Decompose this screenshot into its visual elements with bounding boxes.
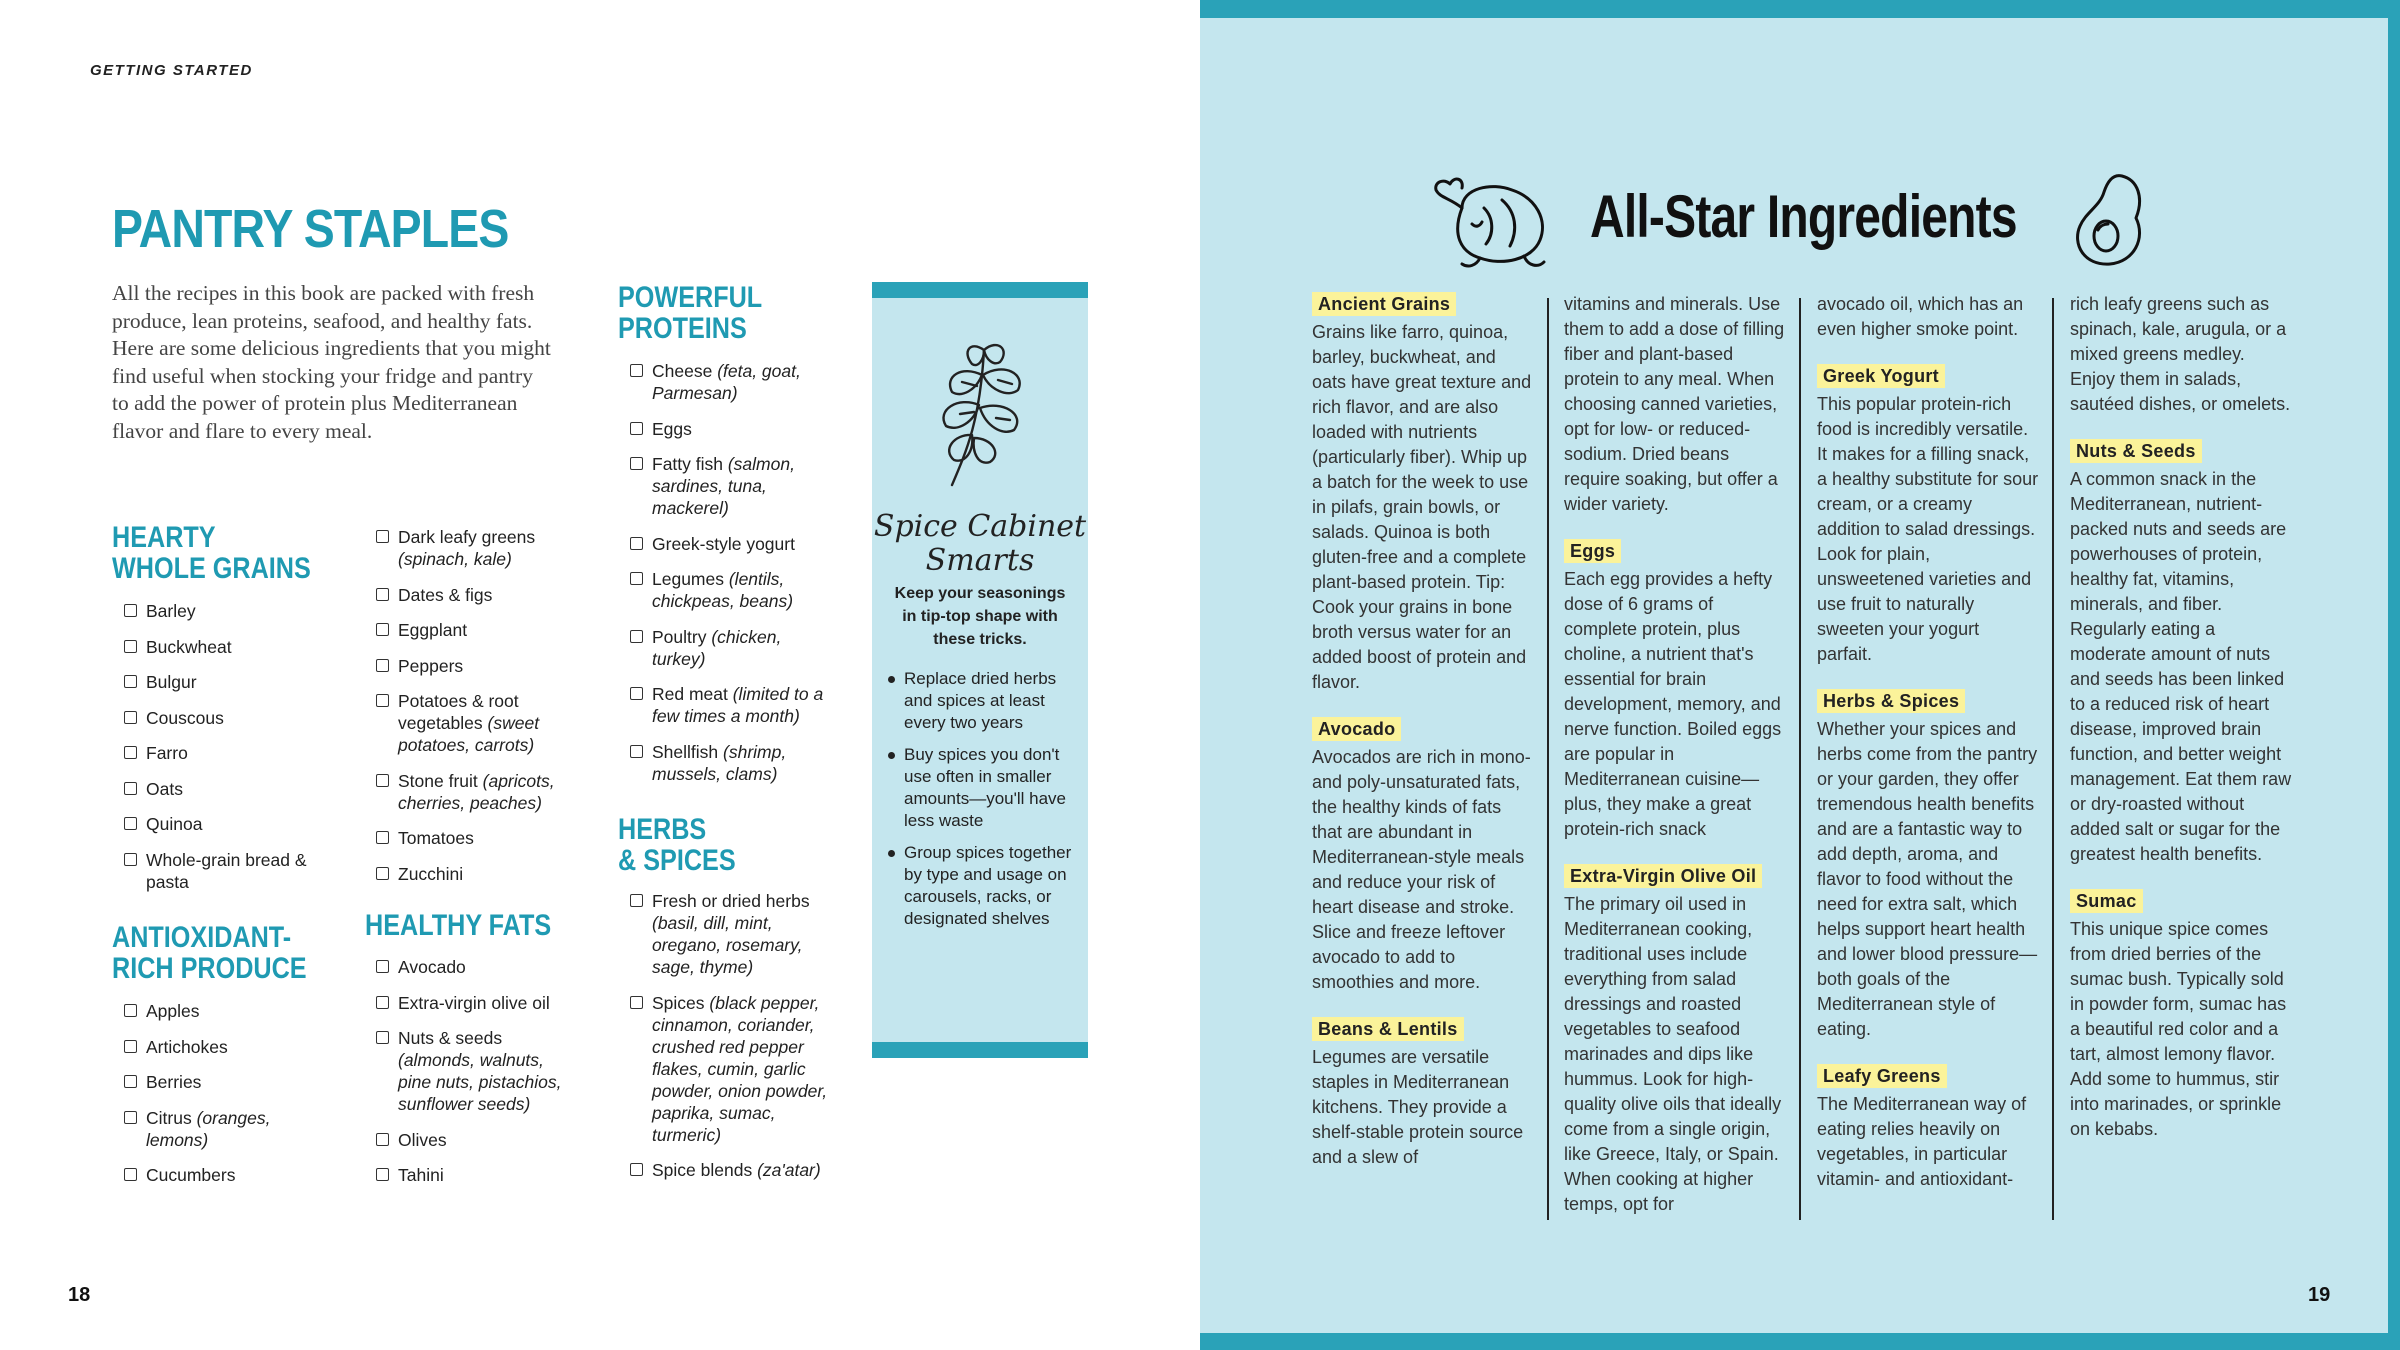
section-title-hearty: HEARTY WHOLE GRAINS — [112, 521, 311, 585]
checkbox-icon — [124, 675, 137, 688]
sidebar-tips — [884, 668, 1084, 940]
checkbox-icon — [376, 774, 389, 787]
body-ancient-grains: Grains like farro, quinoa, barley, buckwheat, and oats have great texture and rich flavor, and are also loaded with nutrients (particularly fiber). Whip up a batch for the week to use in pilafs, grain bowls, or salads. Quinoa is both gluten-free and a complete plant-based protein. Tip: Cook your grains in bone broth versus water for an added boost of protein and flavor. — [1312, 322, 1532, 692]
list-item: Olives — [376, 1129, 576, 1151]
checkbox-icon — [124, 1004, 137, 1017]
checklist-fats — [376, 956, 576, 1200]
label-ancient-grains: Ancient Grains — [1312, 292, 1456, 316]
sidebar-cap-bottom — [872, 1042, 1088, 1058]
page-number-right: 19 — [2308, 1284, 2331, 1306]
page-border-bottom — [1200, 1333, 2400, 1350]
list-item: Legumes (lentils, chickpeas, beans) — [630, 568, 830, 612]
running-head: GETTING STARTED — [90, 62, 253, 79]
column-divider — [1799, 298, 1801, 1220]
checklist-herbs — [630, 890, 840, 1195]
ingredients-column-2 — [1564, 292, 1786, 1217]
list-item: Apples — [124, 1000, 324, 1022]
sidebar-title: Spice Cabinet Smarts — [873, 509, 1087, 578]
right-page — [1200, 0, 2400, 1350]
checkbox-icon — [630, 572, 643, 585]
checkbox-icon — [630, 364, 643, 377]
list-item: Shellfish (shrimp, mussels, clams) — [630, 741, 830, 785]
label-nuts-seeds: Nuts & Seeds — [2070, 439, 2202, 463]
tip-item: Group spices together by type and usage on carousels, racks, or designated shelves — [884, 842, 1084, 930]
checkbox-icon — [630, 996, 643, 1009]
body-leafy-greens-cont: rich leafy greens such as spinach, kale, arugula, or a mixed greens medley. Enjoy them in salads, sautéed dishes, or omelets. — [2070, 294, 2291, 414]
column-divider — [1547, 298, 1549, 1220]
list-item: Artichokes — [124, 1036, 324, 1058]
body-olive-oil: The primary oil used in Mediterranean cooking, traditional uses include everything from salad dressings and roasted vegetables to seafood marinades and dips like hummus. Look for high-quality olive oils that ideally come from a single origin, like Greece, Italy, or Spain. When cooking at higher temps, opt for — [1564, 894, 1782, 1214]
checkbox-icon — [376, 588, 389, 601]
intro-paragraph: All the recipes in this book are packed with fresh produce, lean proteins, seafood, and healthy fats. Here are some delicious ingredients that you might find useful when stocking your fridge and pantry to add the power of protein plus Mediterranean flavor and flare to every meal. — [112, 281, 551, 443]
checkbox-icon — [376, 1031, 389, 1044]
list-item: Couscous — [124, 707, 324, 729]
body-sumac: This unique spice comes from dried berries of the sumac bush. Typically sold in powder form, sumac has a beautiful red color and a tart, almost lemony flavor. Add some to hummus, stir into marinades, or sprinkle on kebabs. — [2070, 919, 2287, 1139]
list-item: Buckwheat — [124, 636, 324, 658]
body-leafy-greens: The Mediterranean way of eating relies heavily on vegetables, in particular vitamin- and antioxidant- — [1817, 1094, 2027, 1189]
label-herbs-spices: Herbs & Spices — [1817, 689, 1965, 713]
label-eggs: Eggs — [1564, 539, 1621, 563]
list-item: Cucumbers — [124, 1164, 324, 1186]
checkbox-icon — [630, 457, 643, 470]
checkbox-icon — [124, 1111, 137, 1124]
ingredients-column-4 — [2070, 292, 2292, 1142]
avocado-icon — [2070, 172, 2146, 268]
body-nuts-seeds: A common snack in the Mediterranean, nutrient-packed nuts and seeds are powerhouses of protein, healthy fat, vitamins, minerals, and fiber. Regularly eating a moderate amount of nuts and seeds has been linked to a reduced risk of heart disease, improved brain function, and better weight management. Eat them raw or dry-roasted without added salt or sugar for the greatest health benefits. — [2070, 469, 2292, 864]
checkbox-icon — [630, 687, 643, 700]
page-number-left: 18 — [68, 1284, 91, 1306]
ingredients-column-3 — [1817, 292, 2039, 1192]
label-sumac: Sumac — [2070, 889, 2143, 913]
list-item: Berries — [124, 1071, 324, 1093]
checkbox-icon — [124, 640, 137, 653]
checkbox-icon — [376, 530, 389, 543]
list-item: Avocado — [376, 956, 576, 978]
checkbox-icon — [376, 1133, 389, 1146]
checkbox-icon — [376, 1168, 389, 1181]
right-page-title: All-Star Ingredients — [1590, 183, 2017, 250]
list-item: Farro — [124, 742, 324, 764]
checklist-proteins — [630, 360, 830, 798]
page-title: PANTRY STAPLES — [112, 199, 509, 259]
checkbox-icon — [376, 960, 389, 973]
roast-chicken-icon — [1432, 168, 1558, 272]
list-item: Oats — [124, 778, 324, 800]
list-item: Eggplant — [376, 619, 576, 641]
checkbox-icon — [124, 1075, 137, 1088]
list-item: Fresh or dried herbs (basil, dill, mint, oregano, rosemary, sage, thyme) — [630, 890, 840, 978]
sidebar-subtitle: Keep your seasonings in tip-top shape with these tricks. — [894, 585, 1066, 648]
checkbox-icon — [630, 422, 643, 435]
column-divider — [2052, 298, 2054, 1220]
checkbox-icon — [630, 894, 643, 907]
list-item: Tomatoes — [376, 827, 576, 849]
body-beans-lentils: Legumes are versatile staples in Mediterranean kitchens. They provide a shelf-stable protein source and a slew of — [1312, 1047, 1524, 1167]
body-greek-yogurt: This popular protein-rich food is incredibly versatile. It makes for a filling snack, a healthy substitute for sour cream, or a creamy addition to salad dressings. Look for plain, unsweetened varieties and use fruit to naturally sweeten your yogurt parfait. — [1817, 394, 2039, 664]
checkbox-icon — [630, 630, 643, 643]
checkbox-icon — [376, 659, 389, 672]
list-item: Eggs — [630, 418, 830, 440]
sidebar-cap-top — [872, 282, 1088, 298]
list-item: Barley — [124, 600, 324, 622]
list-item: Bulgur — [124, 671, 324, 693]
checkbox-icon — [376, 996, 389, 1009]
list-item: Peppers — [376, 655, 576, 677]
list-item: Zucchini — [376, 863, 576, 885]
list-item: Greek-style yogurt — [630, 533, 830, 555]
checkbox-icon — [376, 867, 389, 880]
checkbox-icon — [124, 782, 137, 795]
list-item: Quinoa — [124, 813, 324, 835]
spice-cabinet-sidebar — [872, 282, 1088, 1058]
checkbox-icon — [124, 1040, 137, 1053]
checklist-antioxidant — [124, 1000, 324, 1200]
body-beans-lentils-cont: vitamins and minerals. Use them to add a dose of filling fiber and plant-based protein to any meal. When choosing canned varieties, opt for low- or reduced-sodium. Dried beans require soaking, but offer a wider variety. — [1564, 294, 1785, 514]
checkbox-icon — [124, 853, 137, 866]
checkbox-icon — [124, 746, 137, 759]
checkbox-icon — [124, 711, 137, 724]
checklist-hearty — [124, 600, 324, 906]
list-item: Red meat (limited to a few times a month) — [630, 683, 830, 727]
list-item: Poultry (chicken, turkey) — [630, 626, 830, 670]
label-avocado: Avocado — [1312, 717, 1401, 741]
body-avocado: Avocados are rich in mono- and poly-unsaturated fats, the healthy kinds of fats that are abundant in Mediterranean-style meals and reduce your risk of heart disease and stroke. Slice and freeze leftover avocado to add to smoothies and more. — [1312, 747, 1531, 992]
tip-item: Replace dried herbs and spices at least every two years — [884, 668, 1084, 734]
checklist-produce-continued — [376, 526, 576, 898]
page-border-right — [2388, 0, 2400, 1350]
list-item: Cheese (feta, goat, Parmesan) — [630, 360, 830, 404]
list-item: Extra-virgin olive oil — [376, 992, 576, 1014]
label-leafy-greens: Leafy Greens — [1817, 1064, 1947, 1088]
checkbox-icon — [124, 604, 137, 617]
checkbox-icon — [376, 623, 389, 636]
basil-sprig-icon — [922, 330, 1046, 490]
checkbox-icon — [630, 745, 643, 758]
list-item: Potatoes & root vegetables (sweet potatoes, carrots) — [376, 690, 576, 756]
checkbox-icon — [630, 1163, 643, 1176]
list-item: Spice blends (za'atar) — [630, 1159, 840, 1181]
checkbox-icon — [376, 831, 389, 844]
list-item: Tahini — [376, 1164, 576, 1186]
checkbox-icon — [630, 537, 643, 550]
body-olive-oil-cont: avocado oil, which has an even higher smoke point. — [1817, 294, 2024, 339]
label-olive-oil: Extra-Virgin Olive Oil — [1564, 864, 1762, 888]
checkbox-icon — [124, 817, 137, 830]
checkbox-icon — [124, 1168, 137, 1181]
label-greek-yogurt: Greek Yogurt — [1817, 364, 1945, 388]
list-item: Whole-grain bread & pasta — [124, 849, 324, 893]
label-beans-lentils: Beans & Lentils — [1312, 1017, 1464, 1041]
list-item: Dark leafy greens (spinach, kale) — [376, 526, 576, 570]
page-border-top — [1200, 0, 2400, 18]
list-item: Nuts & seeds (almonds, walnuts, pine nuts, pistachios, sunflower seeds) — [376, 1027, 576, 1115]
list-item: Citrus (oranges, lemons) — [124, 1107, 324, 1151]
section-title-herbs: HERBS & SPICES — [618, 813, 736, 877]
tip-item: Buy spices you don't use often in smaller amounts—you'll have less waste — [884, 744, 1084, 832]
list-item: Fatty fish (salmon, sardines, tuna, mackerel) — [630, 453, 830, 519]
body-eggs: Each egg provides a hefty dose of 6 grams of complete protein, plus choline, a nutrient that's essential for brain development, memory, and nerve function. Boiled eggs are popular in Mediterranean cuisine—plus, they make a great protein-rich snack — [1564, 569, 1782, 839]
body-herbs-spices: Whether your spices and herbs come from the pantry or your garden, they offer tremendous health benefits and are a fantastic way to add depth, aroma, and flavor to food without the need for extra salt, which helps support heart health and lower blood pressure—both goals of the Mediterranean style of eating. — [1817, 719, 2038, 1039]
section-title-proteins: POWERFUL PROTEINS — [618, 281, 763, 345]
checkbox-icon — [376, 694, 389, 707]
section-title-fats: HEALTHY FATS — [365, 909, 552, 942]
ingredients-column-1 — [1312, 292, 1534, 1170]
list-item: Dates & figs — [376, 584, 576, 606]
list-item: Stone fruit (apricots, cherries, peaches) — [376, 770, 576, 814]
section-title-antioxidant: ANTIOXIDANT- RICH PRODUCE — [112, 921, 307, 985]
list-item: Spices (black pepper, cinnamon, coriander, crushed red pepper flakes, cumin, garlic powder, onion powder, paprika, sumac, turmeric) — [630, 992, 840, 1146]
